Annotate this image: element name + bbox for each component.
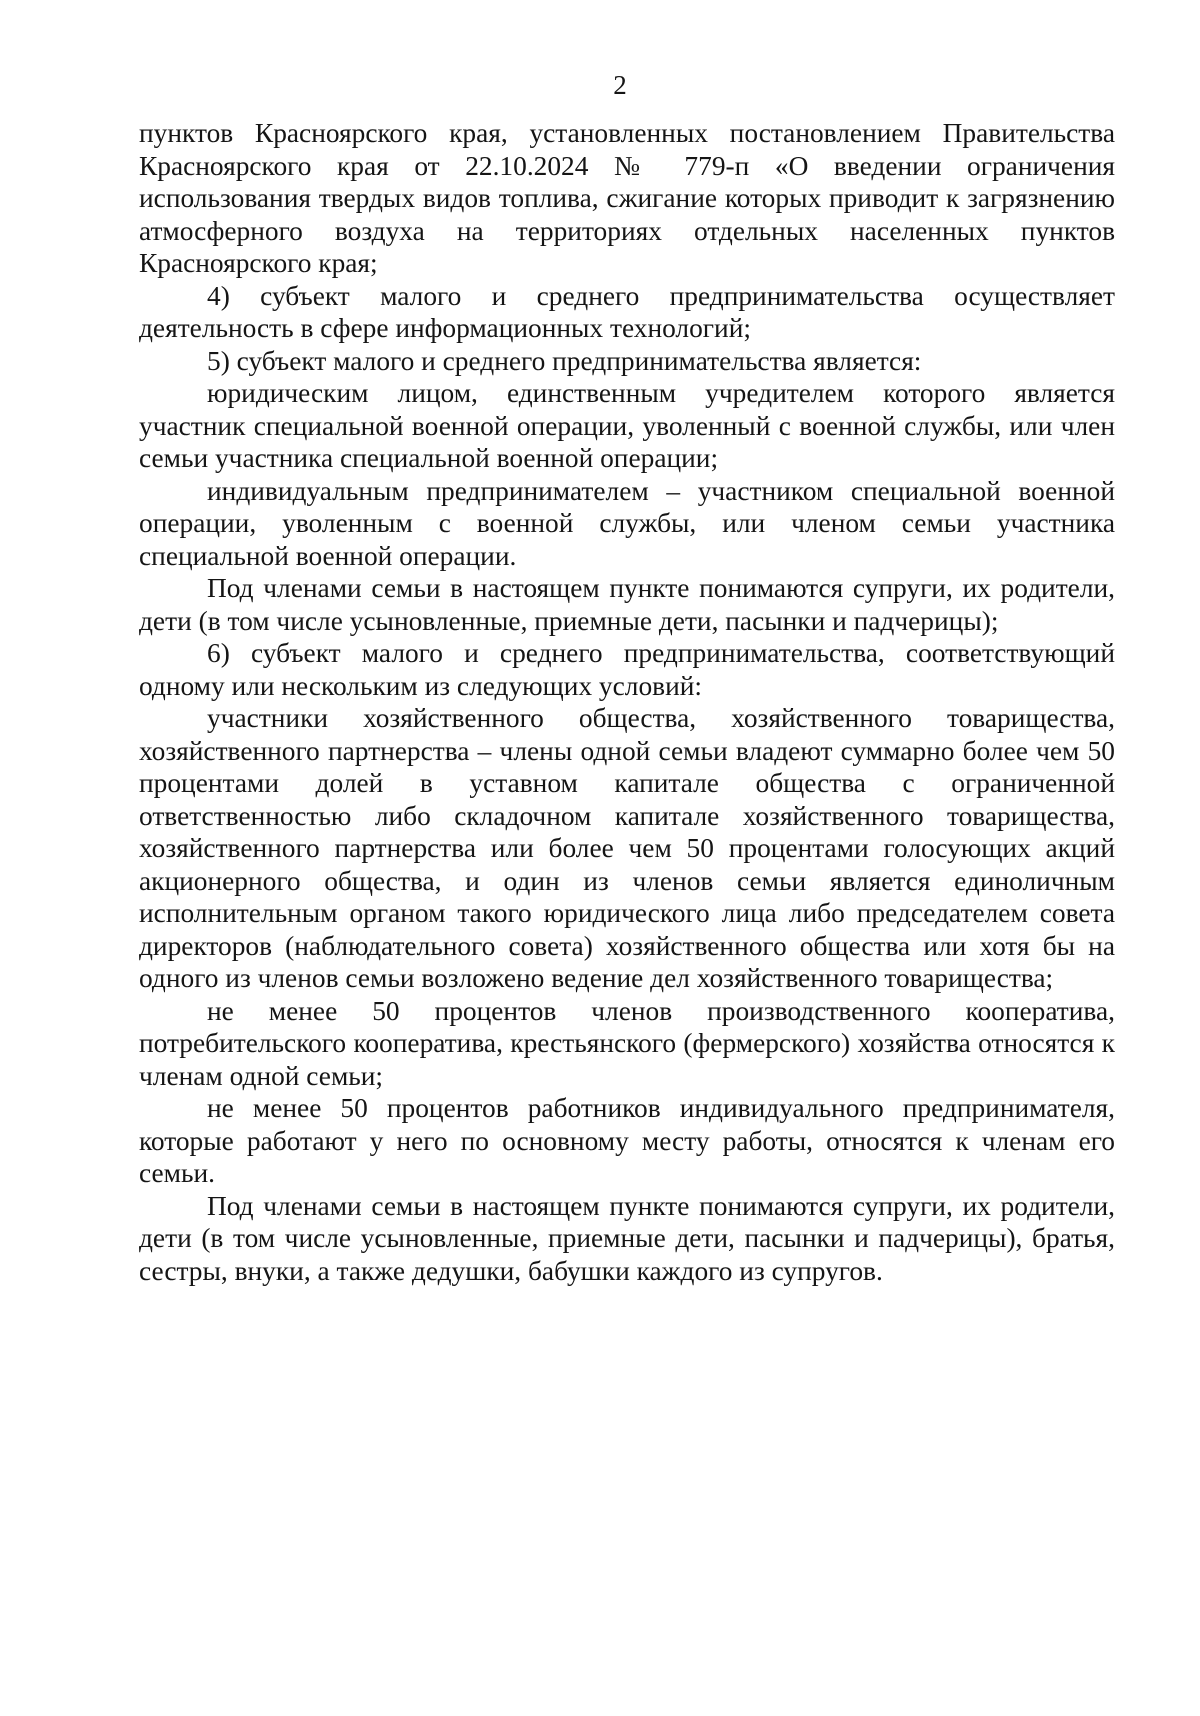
paragraph-item-4: 4) субъект малого и среднего предпринимательства осуществляет деятельность в сфере информационных технологий; xyxy=(139,280,1115,343)
page-number: 2 xyxy=(613,70,627,100)
paragraph-family-definition-1: Под членами семьи в настоящем пункте понимаются супруги, их родители, дети (в том числе усыновленные, приемные дети, пасынки и падчерицы); xyxy=(139,573,1115,636)
paragraph-item-6: 6) субъект малого и среднего предпринимательства, соответствующий одному или нескольким из следующих условий: xyxy=(139,638,1115,701)
paragraph-item-6-cooperative: не менее 50 процентов членов производственного кооператива, потребительского кооператива, крестьянского (фермерского) хозяйства относятся к членам одной семьи; xyxy=(139,995,1115,1091)
document-body xyxy=(139,117,1115,1287)
paragraph-item-5: 5) субъект малого и среднего предпринимательства является: xyxy=(207,345,922,376)
paragraph-item-5-entrepreneur: индивидуальным предпринимателем – участником специальной военной операции, уволенным с военной службы, или членом семьи участника специальной военной операции. xyxy=(139,475,1115,571)
paragraph-continuation: пунктов Красноярского края, установленных постановлением Правительства Красноярского края от 22.10.2024 № 779-п «О введении ограничения использования твердых видов топлива, сжигание которых приводит к загрязнению атмосферного воздуха на территориях отдельных населенных пунктов Красноярского края; xyxy=(139,118,1115,278)
paragraph-item-5-legal-entity: юридическим лицом, единственным учредителем которого является участник специальной военной операции, уволенный с военной службы, или член семьи участника специальной военной операции; xyxy=(139,378,1115,473)
paragraph-family-definition-2: Под членами семьи в настоящем пункте понимаются супруги, их родители, дети (в том числе усыновленные, приемные дети, пасынки и падчерицы), братья, сестры, внуки, а также дедушки, бабушки каждого из супругов. xyxy=(139,1190,1115,1286)
paragraph-item-6-company-participants: участники хозяйственного общества, хозяйственного товарищества, хозяйственного партнерства – члены одной семьи владеют суммарно более чем 50 процентами долей в уставном капитале общества с ограниченной ответственностью либо складочном капитале хозяйственного товарищества, хозяйственного партнерства или более чем 50 процентами голосующих акций акционерного общества, и один из членов семьи является единоличным исполнительным органом такого юридического лица либо председателем совета директоров (наблюдательного совета) хозяйственного общества или хотя бы на одного из членов семьи возложено ведение дел хозяйственного товарищества; xyxy=(139,703,1115,993)
paragraph-item-6-employees: не менее 50 процентов работников индивидуального предпринимателя, которые работают у него по основному месту работы, относятся к членам его семьи. xyxy=(139,1093,1115,1188)
